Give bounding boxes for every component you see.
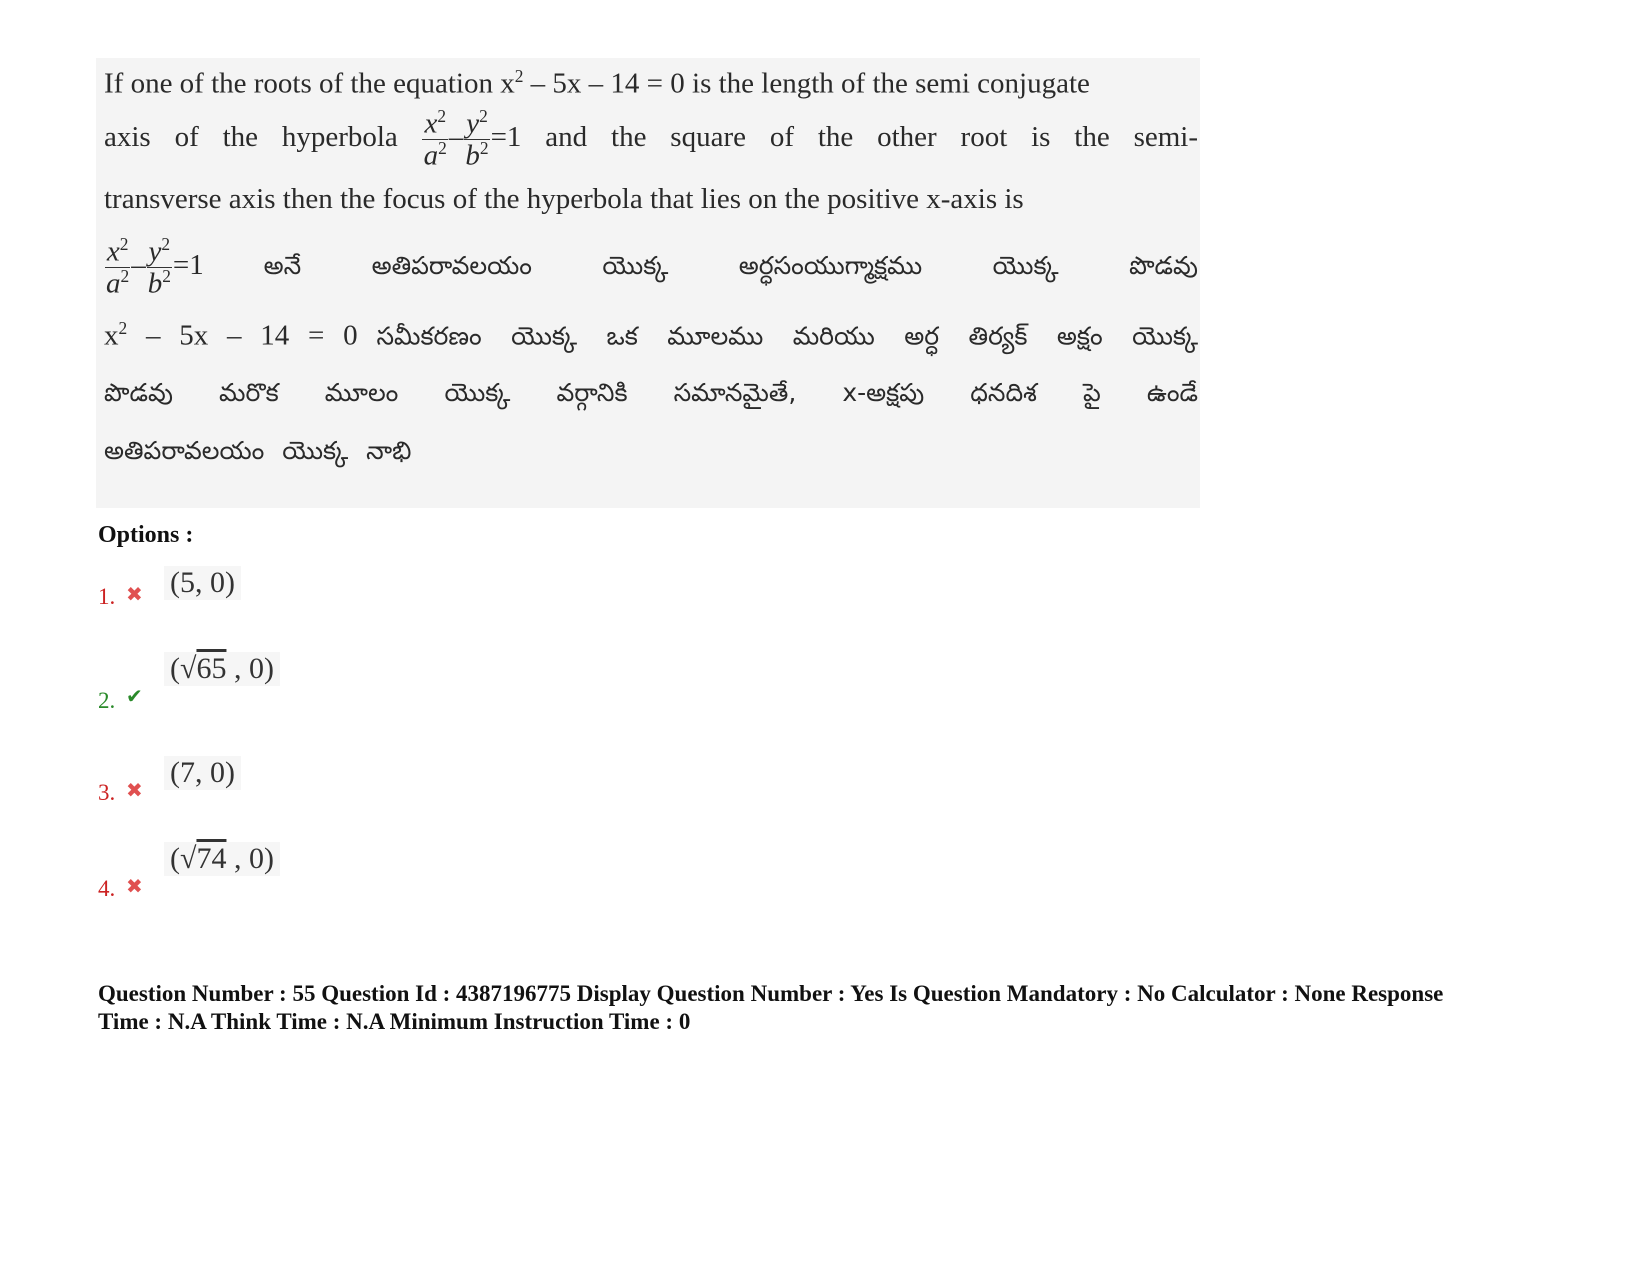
fraction-x-over-a: [104, 236, 131, 298]
superscript: 2: [161, 234, 171, 254]
superscript: 2: [479, 106, 488, 126]
frac-num: y: [148, 235, 162, 268]
fraction-y-over-b: [146, 236, 173, 298]
telugu-line-4: [104, 434, 1198, 472]
option-value: [164, 566, 241, 600]
telugu-line-1: [104, 236, 1198, 298]
frac-den: b: [147, 267, 163, 300]
question-text: – 5x – 14 = 0 is the length of the semi conjugate: [523, 67, 1090, 100]
telugu-text: అనే అతిపరావలయం యొక్క అర్ధసంయుగ్మాక్షము యొక్క పొడవు: [263, 250, 1198, 280]
cross-icon: ✖: [126, 778, 143, 802]
option-value: [164, 652, 280, 686]
superscript: 2: [437, 106, 447, 126]
metadata-line: Question Number : 55 Question Id : 4387196775 Display Question Number : Yes Is Question Mandatory : No Calculator : None Response: [98, 981, 1444, 1006]
check-icon: ✔: [126, 684, 143, 708]
question-metadata: [98, 980, 1578, 1036]
question-text: If one of the roots of the equation x: [104, 67, 515, 100]
radicand: 65: [196, 652, 227, 685]
frac-num: y: [466, 107, 480, 140]
telugu-text: అతిపరావలయం యొక్క నాభి: [104, 436, 412, 465]
option-value: [164, 842, 280, 876]
minus-sign: –: [448, 120, 464, 153]
option-text: , 0): [226, 652, 274, 685]
fraction-y-over-b: [463, 108, 490, 170]
frac-num: x: [424, 107, 438, 140]
question-image: [96, 58, 1200, 508]
options-label: Options :: [98, 522, 194, 548]
question-text: axis of the hyperbola: [104, 120, 398, 153]
superscript: 2: [438, 137, 447, 158]
radicand: 74: [196, 842, 227, 875]
option-number: 2.: [98, 688, 116, 713]
option-text: (√: [170, 652, 197, 685]
option-text: , 0): [226, 842, 274, 875]
question-line-2: [104, 108, 1198, 170]
option-text: (5, 0): [170, 566, 235, 599]
minus-sign: –: [131, 248, 146, 281]
telugu-line-3: [104, 376, 1198, 414]
frac-num: x: [106, 235, 120, 268]
equals-one: =1: [490, 120, 522, 153]
frac-den: a: [106, 267, 121, 300]
question-line-1: [104, 66, 1198, 101]
frac-den: b: [465, 139, 480, 172]
equals-one: =1: [172, 248, 204, 281]
equation-text: – 5x – 14 = 0: [127, 319, 358, 352]
option-number: 4.: [98, 876, 116, 901]
telugu-text: పొడవు మరొక మూలం యొక్క వర్గానికి సమానమైతే, x-అక్షపు ధనదిశ పై ఉండే: [104, 378, 1198, 407]
superscript: 2: [118, 318, 128, 338]
question-text: and the square of the other root is the semi-: [545, 120, 1199, 153]
superscript: 2: [120, 265, 130, 286]
superscript: 2: [119, 234, 129, 254]
cross-icon: ✖: [126, 874, 143, 898]
frac-den: a: [423, 139, 439, 172]
metadata-line: Time : N.A Think Time : N.A Minimum Instruction Time : 0: [98, 1009, 691, 1034]
superscript: 2: [162, 265, 171, 286]
option-text: (7, 0): [170, 756, 235, 789]
option-number: 1.: [98, 584, 116, 609]
superscript: 2: [479, 137, 489, 158]
question-text: transverse axis then the focus of the hyperbola that lies on the positive x-axis is: [104, 183, 1024, 215]
option-number: 3.: [98, 780, 116, 805]
cross-icon: ✖: [126, 582, 143, 606]
superscript: 2: [514, 66, 524, 86]
option-value: [164, 756, 241, 790]
fraction-x-over-a: [422, 108, 449, 170]
telugu-line-2: [104, 318, 1198, 358]
question-line-3: [104, 183, 1198, 216]
option-text: (√: [170, 842, 197, 875]
equation-text: x: [104, 319, 119, 352]
telugu-text: సమీకరణం యొక్క ఒక మూలము మరియు అర్ధ తిర్యక్ అక్షం యొక్క: [376, 321, 1199, 351]
